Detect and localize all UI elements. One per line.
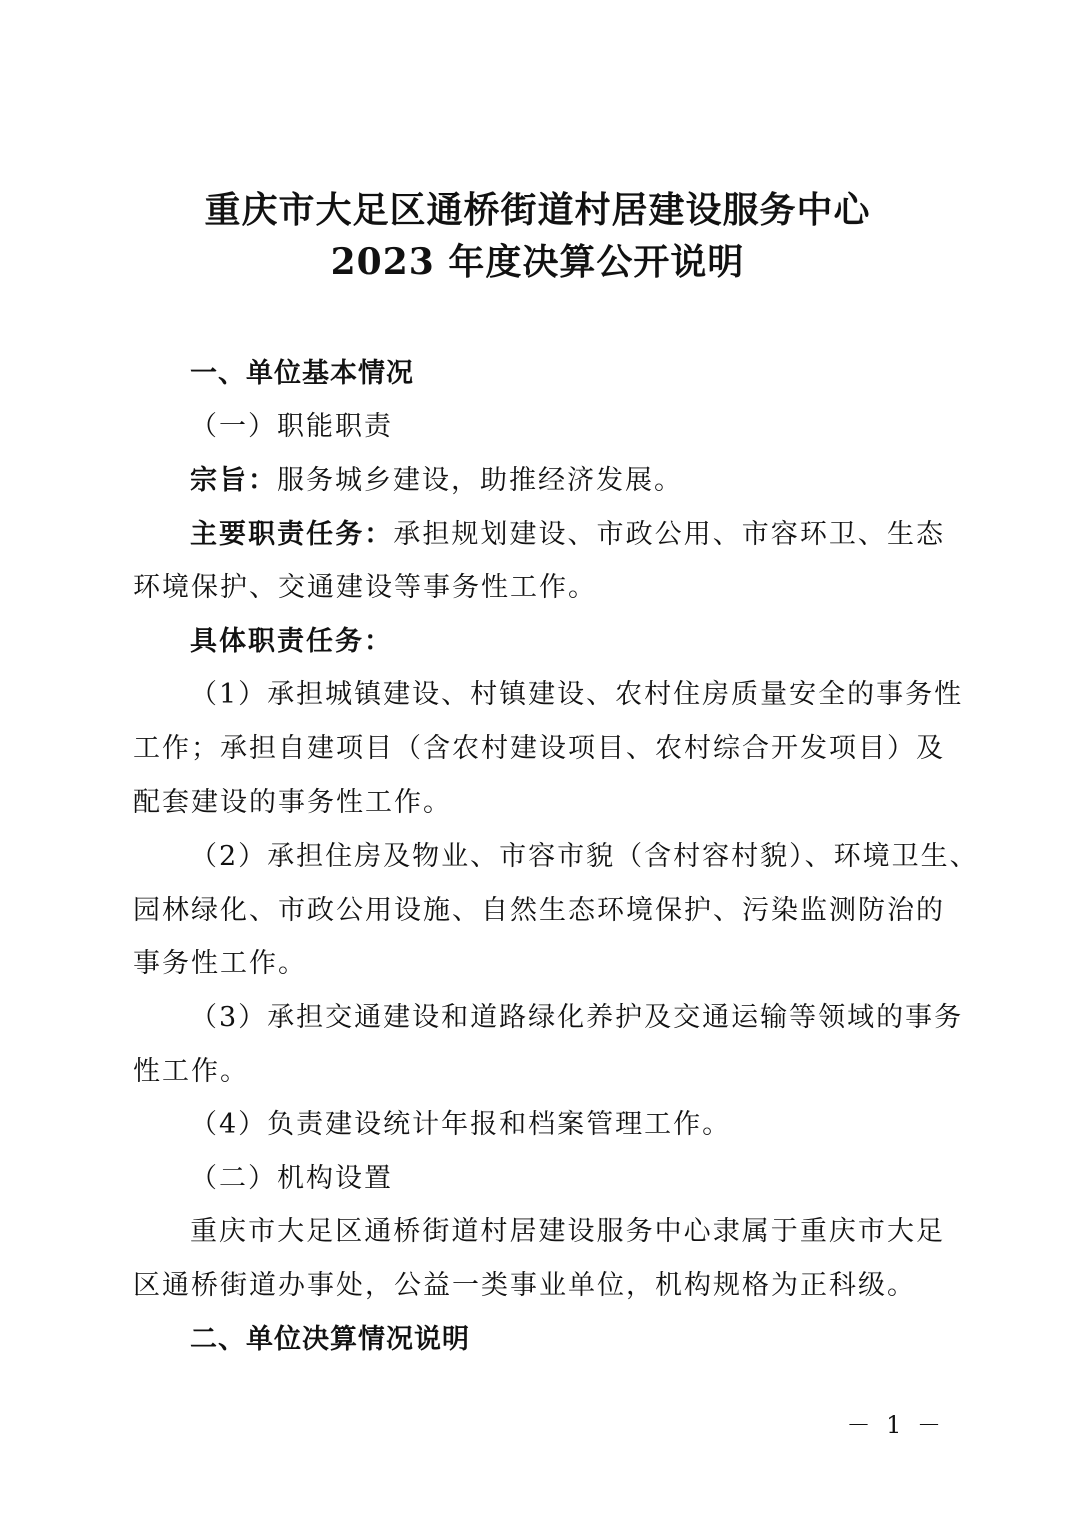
item2-line2: 园林绿化、市政公用设施、自然生态环境保护、污染监测防治的 — [133, 895, 945, 926]
section1-heading: 一、单位基本情况 — [190, 358, 414, 389]
subsection1-heading: （一）职能职责 — [190, 411, 393, 442]
purpose-text: 服务城乡建设，助推经济发展。 — [277, 465, 683, 496]
item3-line2: 性工作。 — [133, 1056, 249, 1087]
item1-line3: 配套建设的事务性工作。 — [133, 787, 452, 818]
org-line2: 区通桥街道办事处，公益一类事业单位，机构规格为正科级。 — [133, 1270, 916, 1301]
main-duties-text-line1: 承担规划建设、市政公用、市容环卫、生态 — [393, 519, 946, 550]
purpose-label: 宗旨： — [190, 465, 277, 496]
section2-heading: 二、单位决算情况说明 — [190, 1324, 470, 1355]
item1-line2: 工作；承担自建项目（含农村建设项目、农村综合开发项目）及 — [133, 733, 945, 764]
item3-line1: （3）承担交通建设和道路绿化养护及交通运输等领域的事务 — [190, 1002, 964, 1033]
purpose-paragraph — [190, 463, 945, 499]
specific-duties-label: 具体职责任务： — [190, 626, 393, 657]
item4-line1: （4）负责建设统计年报和档案管理工作。 — [190, 1109, 732, 1140]
main-duties-line2: 环境保护、交通建设等事务性工作。 — [133, 572, 597, 603]
page-number: － 1 － — [846, 1411, 945, 1439]
item2-line3: 事务性工作。 — [133, 948, 307, 979]
main-duties-label: 主要职责任务： — [190, 519, 394, 550]
main-duties-line1 — [190, 517, 945, 553]
subsection2-heading: （二）机构设置 — [190, 1163, 393, 1194]
document-title-line1: 重庆市大足区通桥街道村居建设服务中心 — [204, 189, 871, 231]
document-title-line2: 2023 年度决算公开说明 — [330, 241, 745, 283]
org-line1: 重庆市大足区通桥街道村居建设服务中心隶属于重庆市大足 — [190, 1216, 945, 1247]
item1-line1: （1）承担城镇建设、村镇建设、农村住房质量安全的事务性 — [190, 679, 964, 710]
item2-line1: （2）承担住房及物业、市容市貌（含村容村貌）、环境卫生、 — [190, 841, 979, 872]
